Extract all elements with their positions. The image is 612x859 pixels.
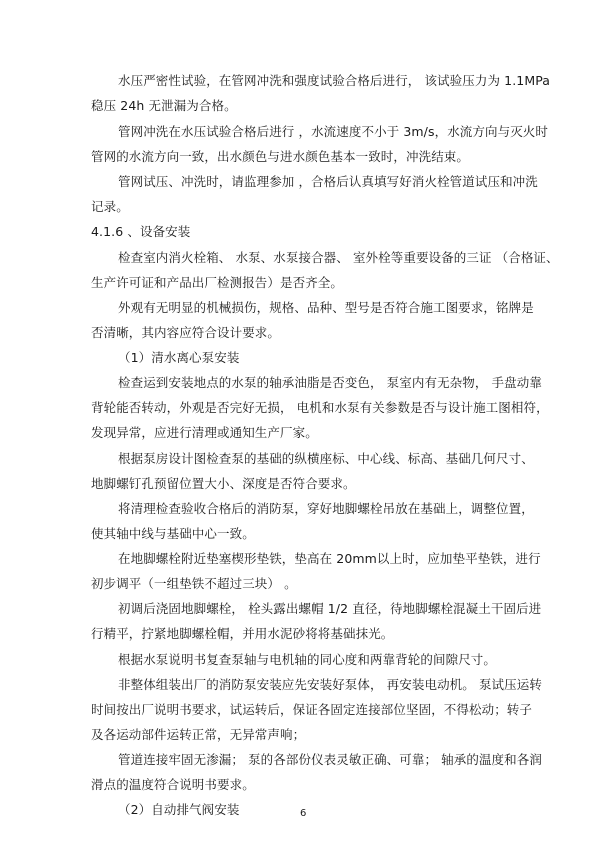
- text-line: 否清晰，其内容应符合设计要求。: [91, 325, 281, 340]
- text-line: 管网冲洗在水压试验合格后进行 ，水流速度不小于 3m/s，水流方向与灭火时: [118, 124, 549, 139]
- text-line: 外观有无明显的机械损伤，规格、品种、型号是否符合施工图要求，铭牌是: [118, 300, 534, 315]
- text-line: 将清理检查验收合格后的消防泵，穿好地脚螺栓吊放在基础上，调整位置，: [118, 501, 534, 516]
- text-line: 时间按出厂说明书要求，试运转后，保证各固定连接部位坚固，不得松动；转子: [91, 702, 533, 717]
- text-line: 及各运动部件运转正常，无异常声响；: [91, 727, 306, 742]
- text-line: 背轮能否转动，外观是否完好无损， 电机和水泵有关参数是否与设计施工图相符，: [91, 400, 549, 415]
- text-line: 非整体组装出厂的消防泵安装应先安装好泵体， 再安装电动机。 泵试压运转: [118, 677, 542, 692]
- text-line: 管网的水流方向一致，出水颜色与进水颜色基本一致时，冲洗结束。: [91, 149, 470, 164]
- text-line: 发现异常，应进行清理或通知生产厂家。: [91, 425, 318, 440]
- text-line: 根据泵房设计图检查泵的基础的纵横座标、中心线、标高、基础几何尺寸、: [118, 451, 534, 466]
- text-line: 滑点的温度符合说明书要求。: [91, 777, 255, 792]
- text-line: 根据水泵说明书复查泵轴与电机轴的同心度和两靠背轮的间隙尺寸。: [118, 652, 497, 667]
- subsection-heading: （1）清水离心泵安装: [118, 350, 240, 365]
- subsection-heading: （2）自动排气阀安装: [118, 802, 240, 817]
- text-line: 初调后浇固地脚螺栓， 栓头露出螺帽 1/2 直径，待地脚螺栓混凝土干固后进: [118, 601, 542, 616]
- text-line: 检查运到安装地点的水泵的轴承油脂是否变色， 泵室内有无杂物， 手盘动靠: [118, 375, 542, 390]
- text-line: 稳压 24h 无泄漏为合格。: [91, 98, 237, 113]
- text-line: 管道连接牢固无渗漏； 泵的各部份仪表灵敏正确、可靠； 轴承的温度和各润: [118, 752, 542, 767]
- text-line: 水压严密性试验，在管网冲洗和强度试验合格后进行， 该试验压力为 1.1MPa: [118, 73, 551, 88]
- text-line: 初步调平（一组垫铁不超过三块） 。: [91, 576, 297, 591]
- text-line: 在地脚螺栓附近垫塞楔形垫铁，垫高在 20mm以上时，应加垫平垫铁，进行: [118, 551, 541, 566]
- text-line: 使其轴中线与基础中心一致。: [91, 526, 255, 541]
- page-number: 6: [300, 808, 307, 819]
- text-line: 生产许可证和产品出厂检测报告）是否齐全。: [91, 275, 344, 290]
- text-line: 行精平，拧紧地脚螺栓帽，并用水泥砂将将基础抹光。: [91, 626, 394, 641]
- text-line: 检查室内消火栓箱、 水泵、水泵接合器、 室外栓等重要设备的三证 （合格证、: [118, 250, 559, 265]
- text-line: 管网试压、冲洗时，请监理参加 ，合格后认真填写好消火栓管道试压和冲洗: [118, 174, 538, 189]
- text-line: 记录。: [91, 199, 129, 214]
- section-heading: 4.1.6 、设备安装: [91, 224, 191, 239]
- text-line: 地脚螺钉孔预留位置大小、深度是否符合要求。: [91, 476, 356, 491]
